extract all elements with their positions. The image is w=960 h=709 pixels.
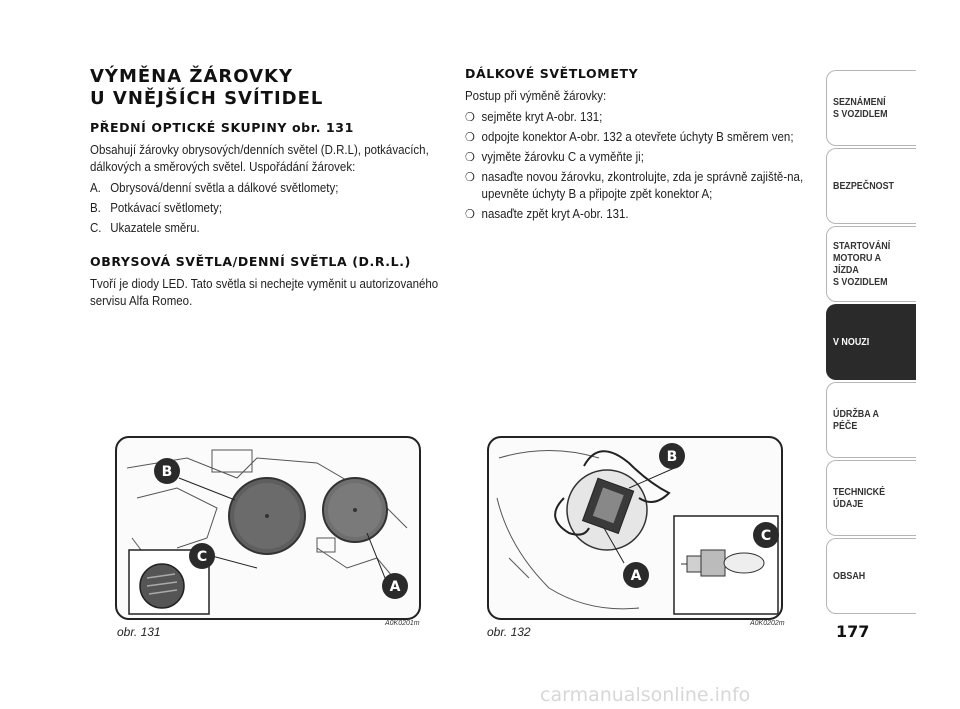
section-heading-drl: OBRYSOVÁ SVĚTLA/DENNÍ SVĚTLA (D.R.L.) <box>90 254 411 269</box>
label-b: B <box>161 464 173 480</box>
figure-caption: obr. 131 <box>117 625 161 639</box>
tab-v-nouzi[interactable]: V NOUZI <box>826 304 916 380</box>
label-a: A <box>389 579 401 595</box>
list-item: ❍ nasaďte novou žárovku, zkontrolujte, zda je správně zajiště-na, upevněte úchyty B a připojte zpět konektor A; <box>465 170 804 201</box>
bullet-icon: ❍ <box>465 150 475 164</box>
section-heading-front-lights: PŘEDNÍ OPTICKÉ SKUPINY obr. 131 <box>90 120 354 135</box>
bullet-icon: ❍ <box>465 130 475 144</box>
list-item: ❍ sejměte kryt A-obr. 131; <box>465 110 603 124</box>
headlight-illustration <box>117 438 419 618</box>
label-c: C <box>760 528 772 544</box>
figure-code: A0K0201m <box>385 620 420 627</box>
label-c: C <box>196 549 208 565</box>
list-item: ❍ vyjměte žárovku C a vyměňte ji; <box>465 150 644 164</box>
bullet-icon: ❍ <box>465 110 475 124</box>
procedure-intro: Postup při výměně žárovky: <box>465 89 607 103</box>
tab-udrzba[interactable]: ÚDRŽBA A PÉČE <box>826 382 916 458</box>
left-column <box>90 66 450 314</box>
bulb-illustration <box>489 438 781 618</box>
figure-caption: obr. 132 <box>487 625 531 639</box>
section-text-front-lights: Obsahují žárovky obrysových/denních světel (D.R.L), potkávacích, dálkových a směrových světel. Uspořádání žárovek: <box>90 143 429 174</box>
figure-code: A0K0202m <box>750 620 785 627</box>
page-title: VÝMĚNA ŽÁROVKY U VNĚJŠÍCH SVÍTIDEL <box>90 66 324 109</box>
tab-bezpecnost[interactable]: BEZPEČNOST <box>826 148 916 224</box>
label-b: B <box>666 449 678 465</box>
tab-seznameni[interactable]: SEZNÁMENÍ S VOZIDLEM <box>826 70 916 146</box>
list-item: C. Ukazatele směru. <box>90 221 200 235</box>
list-item: ❍ nasaďte zpět kryt A-obr. 131. <box>465 207 629 221</box>
list-item: ❍ odpojte konektor A-obr. 132 a otevřete úchyty B směrem ven; <box>465 130 794 144</box>
figure-132-bulb <box>487 436 783 620</box>
section-heading-high-beam: DÁLKOVÉ SVĚTLOMETY <box>465 66 639 81</box>
tab-technicke-udaje[interactable]: TECHNICKÉ ÚDAJE <box>826 460 916 536</box>
label-a: A <box>630 568 642 584</box>
section-text-drl: Tvoří je diody LED. Tato světla si nechejte vyměnit u autorizovaného servisu Alfa Romeo. <box>90 277 439 308</box>
bullet-icon: ❍ <box>465 170 475 184</box>
right-column <box>465 66 820 226</box>
bullet-icon: ❍ <box>465 207 475 221</box>
list-item: B. Potkávací světlomety; <box>90 201 223 215</box>
page-number: 177 <box>836 622 870 641</box>
watermark: carmanualsonline.info <box>540 684 751 706</box>
tab-startovani[interactable]: STARTOVÁNÍ MOTORU A JÍZDA S VOZIDLEM <box>826 226 916 302</box>
chapter-tabs <box>826 70 916 616</box>
tab-obsah[interactable]: OBSAH <box>826 538 916 614</box>
list-item: A. Obrysová/denní světla a dálkové světlomety; <box>90 181 339 195</box>
figure-131-headlight <box>115 436 421 620</box>
